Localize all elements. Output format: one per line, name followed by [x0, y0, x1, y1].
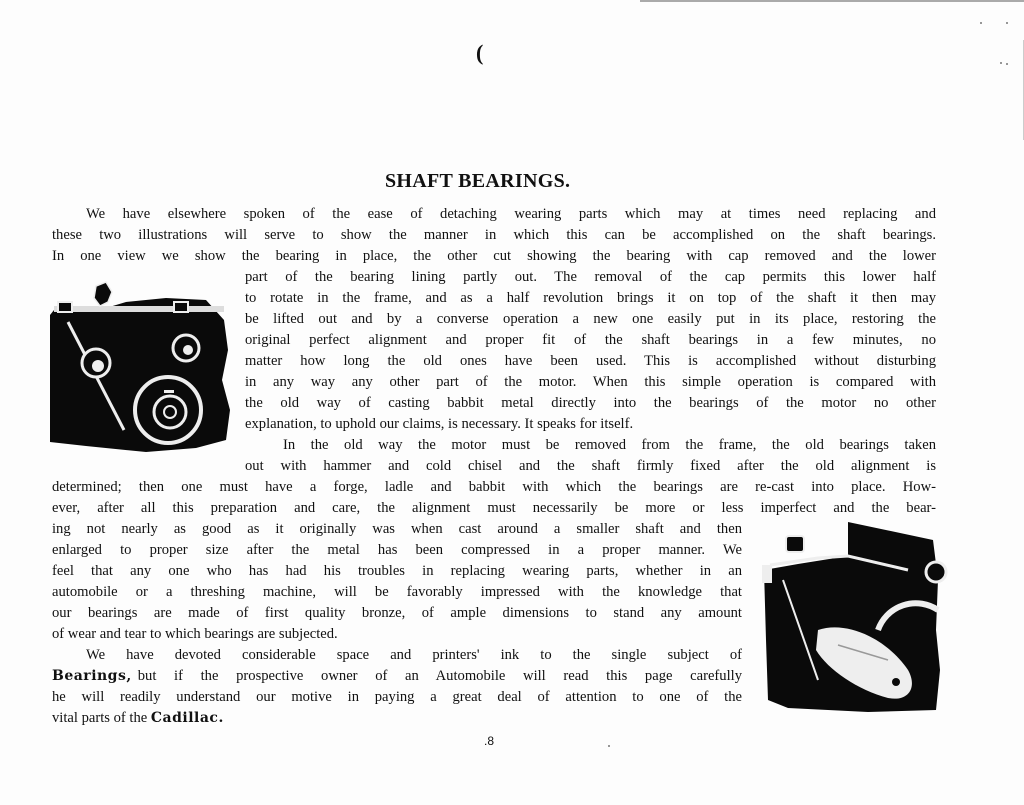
figure-bearing-in-place	[46, 280, 236, 455]
emphasis-cadillac: Cadillac.	[150, 710, 224, 726]
speck	[1006, 22, 1008, 24]
text-line: determined; then one must have a forge, ladle and babbit with which the bearings are re-cast into place. How-	[52, 479, 936, 495]
text-line: he will readily understand our motive in paying a great deal of attention to one of the	[52, 689, 742, 705]
speck	[1000, 62, 1002, 64]
text-segment: vital parts of the	[52, 710, 151, 726]
text-line: We have devoted considerable space and printers' ink to the single subject of	[86, 647, 742, 663]
emphasis-bearings: Bearings,	[52, 668, 132, 684]
text-line: In one view we show the bearing in place, the other cut showing the bearing with cap removed and the lower	[52, 248, 936, 264]
text-line: In the old way the motor must be removed from the frame, the old bearings taken	[283, 437, 936, 453]
text-line: to rotate in the frame, and as a half revolution brings it on top of the shaft it then may	[245, 290, 936, 306]
text-line: enlarged to proper size after the metal has been compressed in a proper manner. We	[52, 542, 742, 558]
text-line: automobile or a threshing machine, will be favorably impressed with the knowledge that	[52, 584, 742, 600]
text-line	[52, 667, 742, 685]
scan-edge-top	[640, 0, 1024, 2]
text-line: explanation, to uphold our claims, is necessary. It speaks for itself.	[245, 416, 634, 432]
text-line: be lifted out and by a converse operation a new one easily put in its place, restoring the	[245, 311, 936, 327]
text-line: the old way of casting babbit metal directly into the bearings of the motor no other	[245, 395, 936, 411]
figure-bearing-cap-removed	[758, 520, 948, 715]
page-title: SHAFT BEARINGS.	[385, 170, 571, 192]
text-line: out with hammer and cold chisel and the shaft firmly fixed after the old alignment is	[245, 458, 936, 474]
text-line: ing not nearly as good as it originally was when cast around a smaller shaft and then	[52, 521, 742, 537]
text-line: matter how long the old ones have been used. This is accomplished without disturbing	[245, 353, 936, 369]
speck	[1006, 63, 1008, 65]
text-line: our bearings are made of first quality bronze, of ample dimensions to stand any amount	[52, 605, 742, 621]
top-mark: (	[476, 40, 484, 65]
text-line: feel that any one who has had his troubles in replacing wearing parts, whether in an	[52, 563, 742, 579]
bearing-in-place-illustration	[46, 280, 236, 455]
text-segment: but if the prospective owner of an Automobile will read this page carefully	[137, 668, 742, 684]
text-line: ever, after all this preparation and care, the alignment must necessarily be more or less imperfect and the bear-	[52, 500, 936, 516]
text-line: of wear and tear to which bearings are subjected.	[52, 626, 338, 642]
speck	[608, 745, 610, 747]
speck	[980, 22, 982, 24]
bearing-cap-removed-illustration	[758, 520, 948, 715]
text-line: part of the bearing lining partly out. The removal of the cap permits this lower half	[245, 269, 936, 285]
page-number: .8	[484, 734, 495, 748]
text-line: original perfect alignment and proper fit of the shaft bearings in a few minutes, no	[245, 332, 936, 348]
text-line: in any way any other part of the motor. When this simple operation is compared with	[245, 374, 936, 390]
text-line	[52, 709, 224, 727]
text-line: these two illustrations will serve to show the manner in which this can be accomplished on the shaft bearings.	[52, 227, 936, 243]
text-line: We have elsewhere spoken of the ease of detaching wearing parts which may at times need replacing and	[86, 206, 936, 222]
